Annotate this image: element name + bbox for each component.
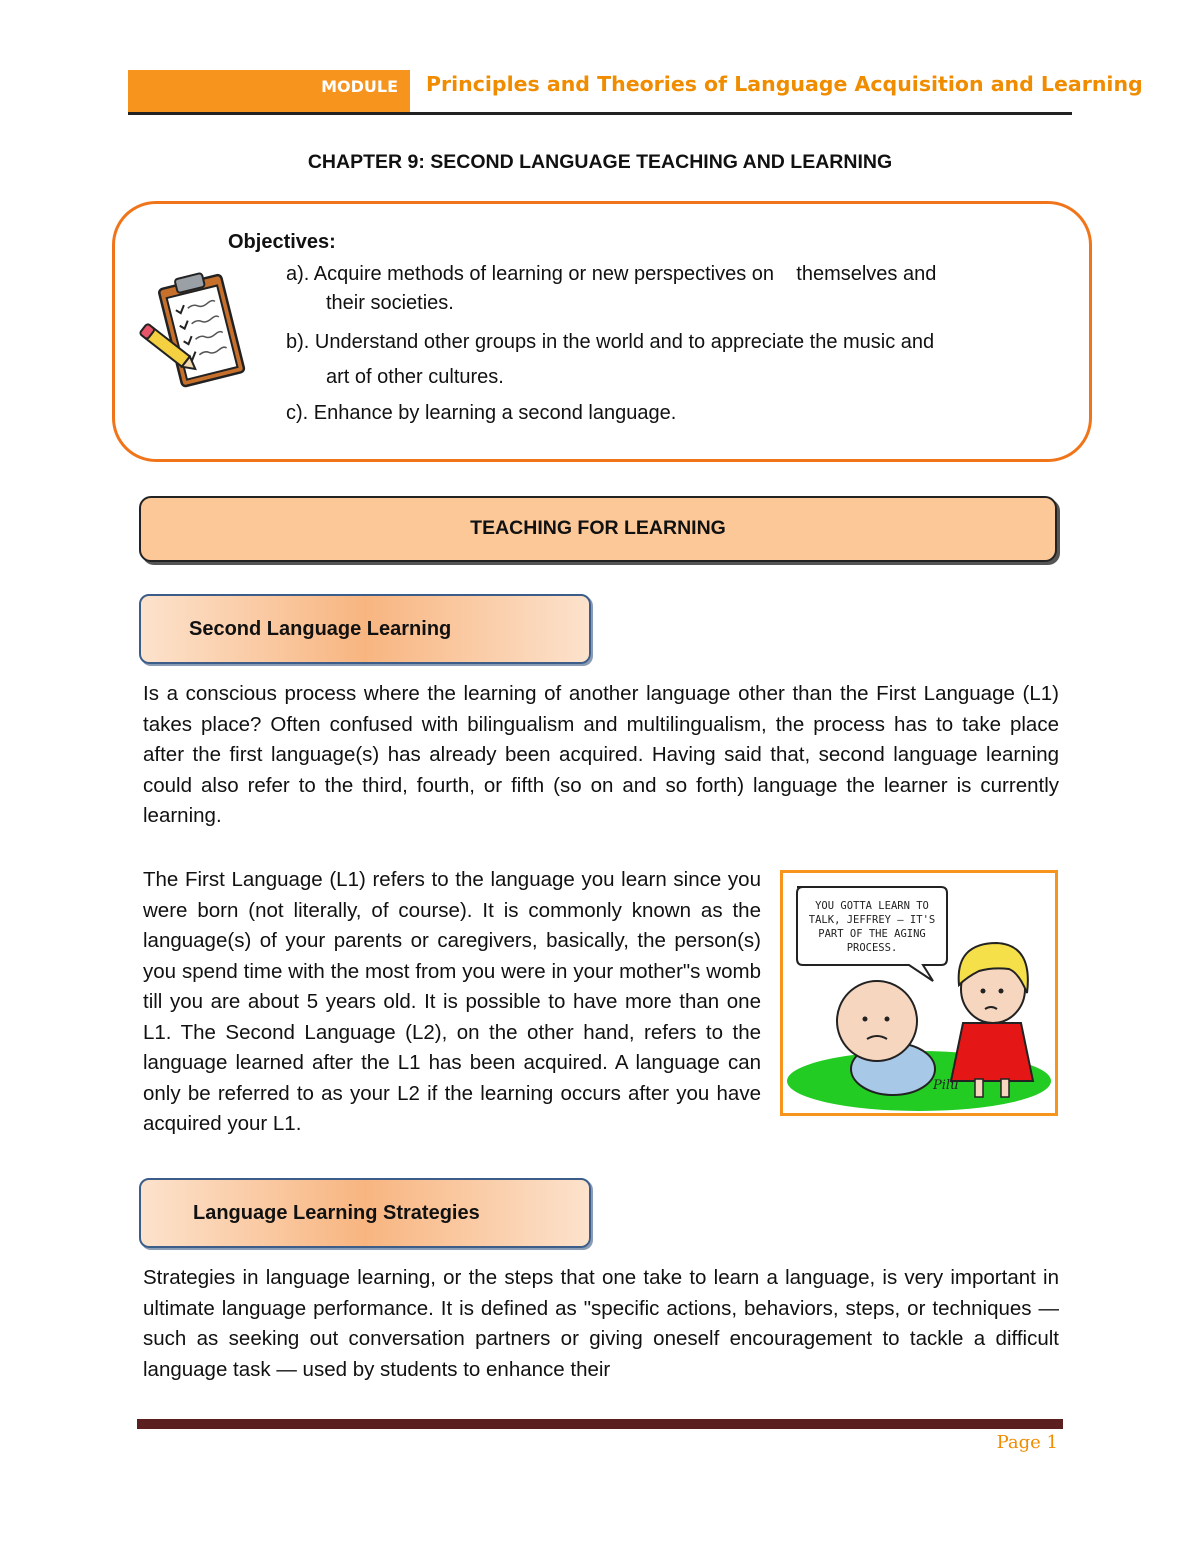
objective-a-line1: a). Acquire methods of learning or new perspectives on themselves and [286,263,937,285]
section2-paragraph: Strategies in language learning, or the steps that one take to learn a language, is very important in ultimate language performance. It is defined as "specific actions, behaviors, steps, or techniques — such as seeking out conversation partners or giving oneself encouragement to tackle a difficult language task — used by students to enhance their [143,1266,1059,1381]
objective-c-line: c). Enhance by learning a second language. [286,402,677,424]
teaching-for-learning-banner: TEACHING FOR LEARNING [139,496,1057,562]
footer-rule [137,1419,1063,1429]
cartoon-illustration [780,870,1058,1116]
objective-b-line1: b). Understand other groups in the world and to appreciate the music and [286,331,935,353]
second-language-learning-heading: Second Language Learning [139,594,591,664]
objective-b-line2: art of other cultures. [326,366,504,388]
section1-paragraph-2: The First Language (L1) refers to the language you learn since you were born (not literally, of course). It is commonly known as the language(s) of your parents or caregivers, basically, the person(s) you spend time with the most from you were in your mother"s womb till you are about 5 years old. It is possible to have more than one L1. The Second Language (L2), on the other hand, refers to the language learned after the L1 has been acquired. A language can only be referred to as your L2 if the learning occurs after you have acquired your L1. [143,868,761,1135]
module-title: Principles and Theories of Language Acquisition and Learning [426,72,1143,96]
cartoon-drawing [783,873,1055,1113]
speech-line-2: TALK, JEFFREY – IT'S [808,914,936,926]
speech-line-3: PART OF THE AGING [818,928,926,940]
speech-line-1: YOU GOTTA LEARN TO [815,900,929,912]
chapter-title: CHAPTER 9: SECOND LANGUAGE TEACHING AND LEARNING [307,151,893,173]
header-rule [128,112,1072,115]
cartoon-signature: Pilu [933,1078,959,1093]
clipboard-checklist-icon [136,268,256,398]
objective-a-line2: their societies. [326,292,454,314]
objectives-heading: Objectives: [228,231,336,253]
language-learning-strategies-heading: Language Learning Strategies [139,1178,591,1248]
section1-paragraph: Is a conscious process where the learning of another language other than the First Language (L1) takes place? Often confused with bilingualism and multilingualism, the process has to take place after the first language(s) has already been acquired. Having said that, second language learning could also refer to the third, fourth, or fifth (so on and so forth) language the learner is currently learning. [143,682,1059,827]
page-number: Page 1 [996,1432,1058,1453]
speech-line-4: PROCESS. [846,942,898,954]
module-label: MODULE [128,70,410,112]
